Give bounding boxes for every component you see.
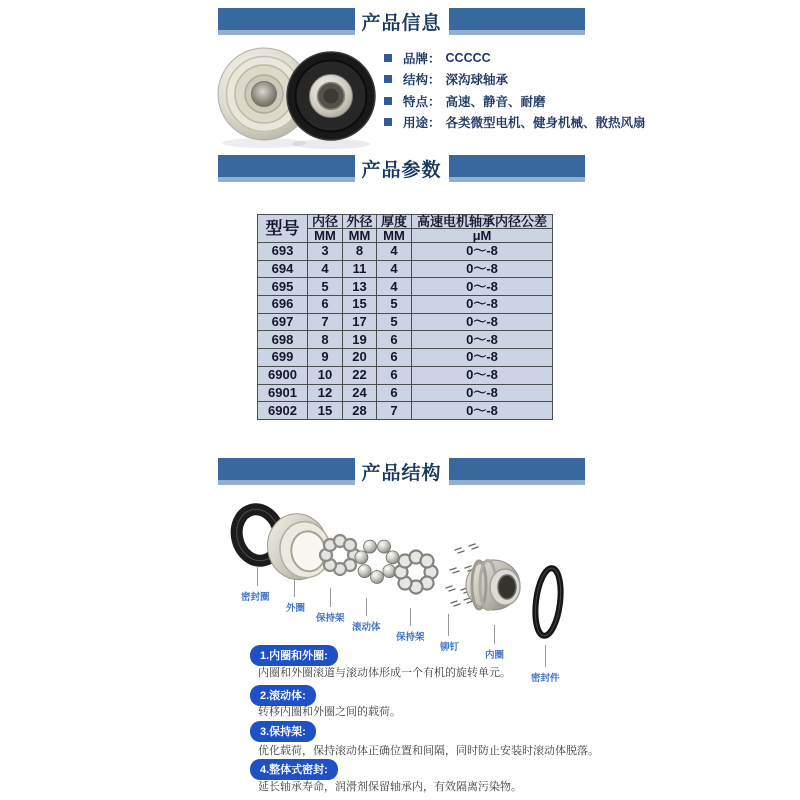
bullet-square-icon xyxy=(384,118,392,126)
section-banner-params xyxy=(218,153,585,183)
table-row xyxy=(258,278,553,296)
table-row xyxy=(258,349,553,367)
info-item-uses xyxy=(384,112,646,134)
part-label-seal-ring: 密封圈 xyxy=(241,592,270,603)
banner-title-info: 产品信息 xyxy=(361,12,442,34)
table-cell: 0～-8 xyxy=(412,402,553,420)
info-item-brand xyxy=(384,47,646,69)
table-row xyxy=(258,366,553,384)
table-cell: 20 xyxy=(343,349,377,367)
table-cell: 4 xyxy=(377,260,412,278)
table-cell-model: 6900 xyxy=(258,366,308,384)
info-label: 结构： xyxy=(403,73,441,88)
table-cell: 0～-8 xyxy=(412,366,553,384)
table-header-model: 型号 xyxy=(258,215,308,243)
part-label-rolling-elements: 滚动体 xyxy=(352,622,381,633)
product-info-list xyxy=(384,47,646,133)
section-banner-info xyxy=(218,6,585,36)
part-label-inner-ring: 内圈 xyxy=(485,650,505,661)
banner-bar-left xyxy=(218,458,355,485)
table-cell-model: 6902 xyxy=(258,402,308,420)
section-banner-structure xyxy=(218,456,585,486)
table-cell-model: 695 xyxy=(258,278,308,296)
info-item-features xyxy=(384,90,646,112)
table-row xyxy=(258,260,553,278)
bearing-rubber-image xyxy=(287,52,375,140)
seal-part-icon xyxy=(532,567,564,637)
leader-line xyxy=(410,608,411,626)
leader-line xyxy=(545,645,546,667)
table-cell: 19 xyxy=(343,331,377,349)
table-unit-cell: μM xyxy=(412,229,553,243)
table-cell: 28 xyxy=(343,402,377,420)
table-cell: 9 xyxy=(308,349,343,367)
part-label-outer-ring: 外圈 xyxy=(286,603,306,614)
table-header-cell: 厚度 xyxy=(377,215,412,229)
table-cell: 24 xyxy=(343,384,377,402)
table-cell: 6 xyxy=(377,384,412,402)
table-row xyxy=(258,331,553,349)
table-row xyxy=(258,243,553,261)
part-label-cage-2: 保持架 xyxy=(396,632,425,643)
table-cell: 15 xyxy=(308,402,343,420)
table-cell-model: 698 xyxy=(258,331,308,349)
table-cell: 0～-8 xyxy=(412,296,553,314)
table-cell-model: 697 xyxy=(258,313,308,331)
table-cell: 5 xyxy=(377,296,412,314)
balls-part-icon xyxy=(355,540,399,583)
table-cell: 7 xyxy=(377,402,412,420)
banner-bar-right xyxy=(449,155,586,182)
info-label: 用途： xyxy=(403,116,441,131)
info-value: 高速、静音、耐磨 xyxy=(445,94,546,109)
part-label-rivets: 铆钉 xyxy=(440,642,460,653)
note-pill-1: 1.内圈和外圈: xyxy=(250,645,338,666)
cage-part-icon xyxy=(320,535,360,575)
banner-bar-right xyxy=(449,8,586,35)
table-cell: 8 xyxy=(308,331,343,349)
banner-title-params: 产品参数 xyxy=(361,159,442,181)
note-body-1: 内圈和外圈滚道与滚动体形成一个有机的旋转单元。 xyxy=(258,667,511,679)
bullet-square-icon xyxy=(384,75,392,83)
table-cell: 11 xyxy=(343,260,377,278)
note-body-2: 转移内圈和外圈之间的载荷。 xyxy=(258,706,401,718)
leader-line xyxy=(366,598,367,616)
table-cell: 10 xyxy=(308,366,343,384)
leader-line xyxy=(330,588,331,607)
table-cell: 22 xyxy=(343,366,377,384)
note-body-4: 延长轴承寿命，润滑剂保留轴承内，有效隔离污染物。 xyxy=(258,781,522,793)
cage2-part-icon xyxy=(395,551,438,594)
table-unit-cell: MM xyxy=(377,229,412,243)
table-header-cell: 高速电机轴承内径公差 xyxy=(412,215,553,229)
table-cell: 0～-8 xyxy=(412,278,553,296)
table-row xyxy=(258,296,553,314)
table-cell: 7 xyxy=(308,313,343,331)
info-value: 深沟球轴承 xyxy=(445,73,509,88)
table-cell: 5 xyxy=(308,278,343,296)
part-label-seal: 密封件 xyxy=(531,673,560,684)
leader-line xyxy=(494,625,495,644)
info-label: 特点： xyxy=(403,94,441,109)
info-value: 各类微型电机、健身机械、散热风扇 xyxy=(445,116,646,131)
leader-line xyxy=(448,614,449,636)
info-label: 品牌： xyxy=(403,51,441,66)
note-pill-2: 2.滚动体: xyxy=(250,685,316,706)
banner-bar-right xyxy=(449,458,586,485)
banner-bar-left xyxy=(218,8,355,35)
banner-bar-left xyxy=(218,155,355,182)
table-cell-model: 699 xyxy=(258,349,308,367)
table-row xyxy=(258,384,553,402)
table-row xyxy=(258,402,553,420)
table-cell: 0～-8 xyxy=(412,349,553,367)
table-cell-model: 6901 xyxy=(258,384,308,402)
table-header-row xyxy=(258,215,553,229)
table-cell: 15 xyxy=(343,296,377,314)
table-cell: 6 xyxy=(377,366,412,384)
table-cell: 4 xyxy=(308,260,343,278)
info-item-structure xyxy=(384,69,646,91)
table-cell: 12 xyxy=(308,384,343,402)
table-cell: 5 xyxy=(377,313,412,331)
table-unit-cell: MM xyxy=(308,229,343,243)
part-label-cage: 保持架 xyxy=(316,613,345,624)
note-pill-3: 3.保持架: xyxy=(250,721,316,742)
table-cell: 0～-8 xyxy=(412,331,553,349)
table-cell: 3 xyxy=(308,243,343,261)
table-cell: 13 xyxy=(343,278,377,296)
table-cell: 8 xyxy=(343,243,377,261)
table-cell-model: 696 xyxy=(258,296,308,314)
info-value: CCCCC xyxy=(445,50,491,65)
table-header-cell: 内径 xyxy=(308,215,343,229)
table-row xyxy=(258,313,553,331)
table-cell: 6 xyxy=(377,331,412,349)
bullet-square-icon xyxy=(384,54,392,62)
bullet-square-icon xyxy=(384,97,392,105)
note-pill-4: 4.整体式密封: xyxy=(250,759,338,780)
table-cell: 4 xyxy=(377,278,412,296)
banner-title-structure: 产品结构 xyxy=(361,462,442,484)
product-photo-bearings xyxy=(212,42,378,150)
table-cell: 0～-8 xyxy=(412,243,553,261)
table-unit-cell: MM xyxy=(343,229,377,243)
table-cell: 0～-8 xyxy=(412,313,553,331)
table-cell: 4 xyxy=(377,243,412,261)
table-cell-model: 693 xyxy=(258,243,308,261)
leader-line xyxy=(294,578,295,597)
table-cell: 6 xyxy=(377,349,412,367)
table-header-cell: 外径 xyxy=(343,215,377,229)
note-body-3: 优化载荷，保持滚动体正确位置和间隔，同时防止安装时滚动体脱落。 xyxy=(258,745,599,757)
leader-line xyxy=(257,566,258,586)
params-table xyxy=(257,214,553,420)
inner-ring-part-icon xyxy=(466,560,520,610)
table-cell-model: 694 xyxy=(258,260,308,278)
table-cell: 0～-8 xyxy=(412,384,553,402)
table-cell: 17 xyxy=(343,313,377,331)
table-cell: 0～-8 xyxy=(412,260,553,278)
table-cell: 6 xyxy=(308,296,343,314)
